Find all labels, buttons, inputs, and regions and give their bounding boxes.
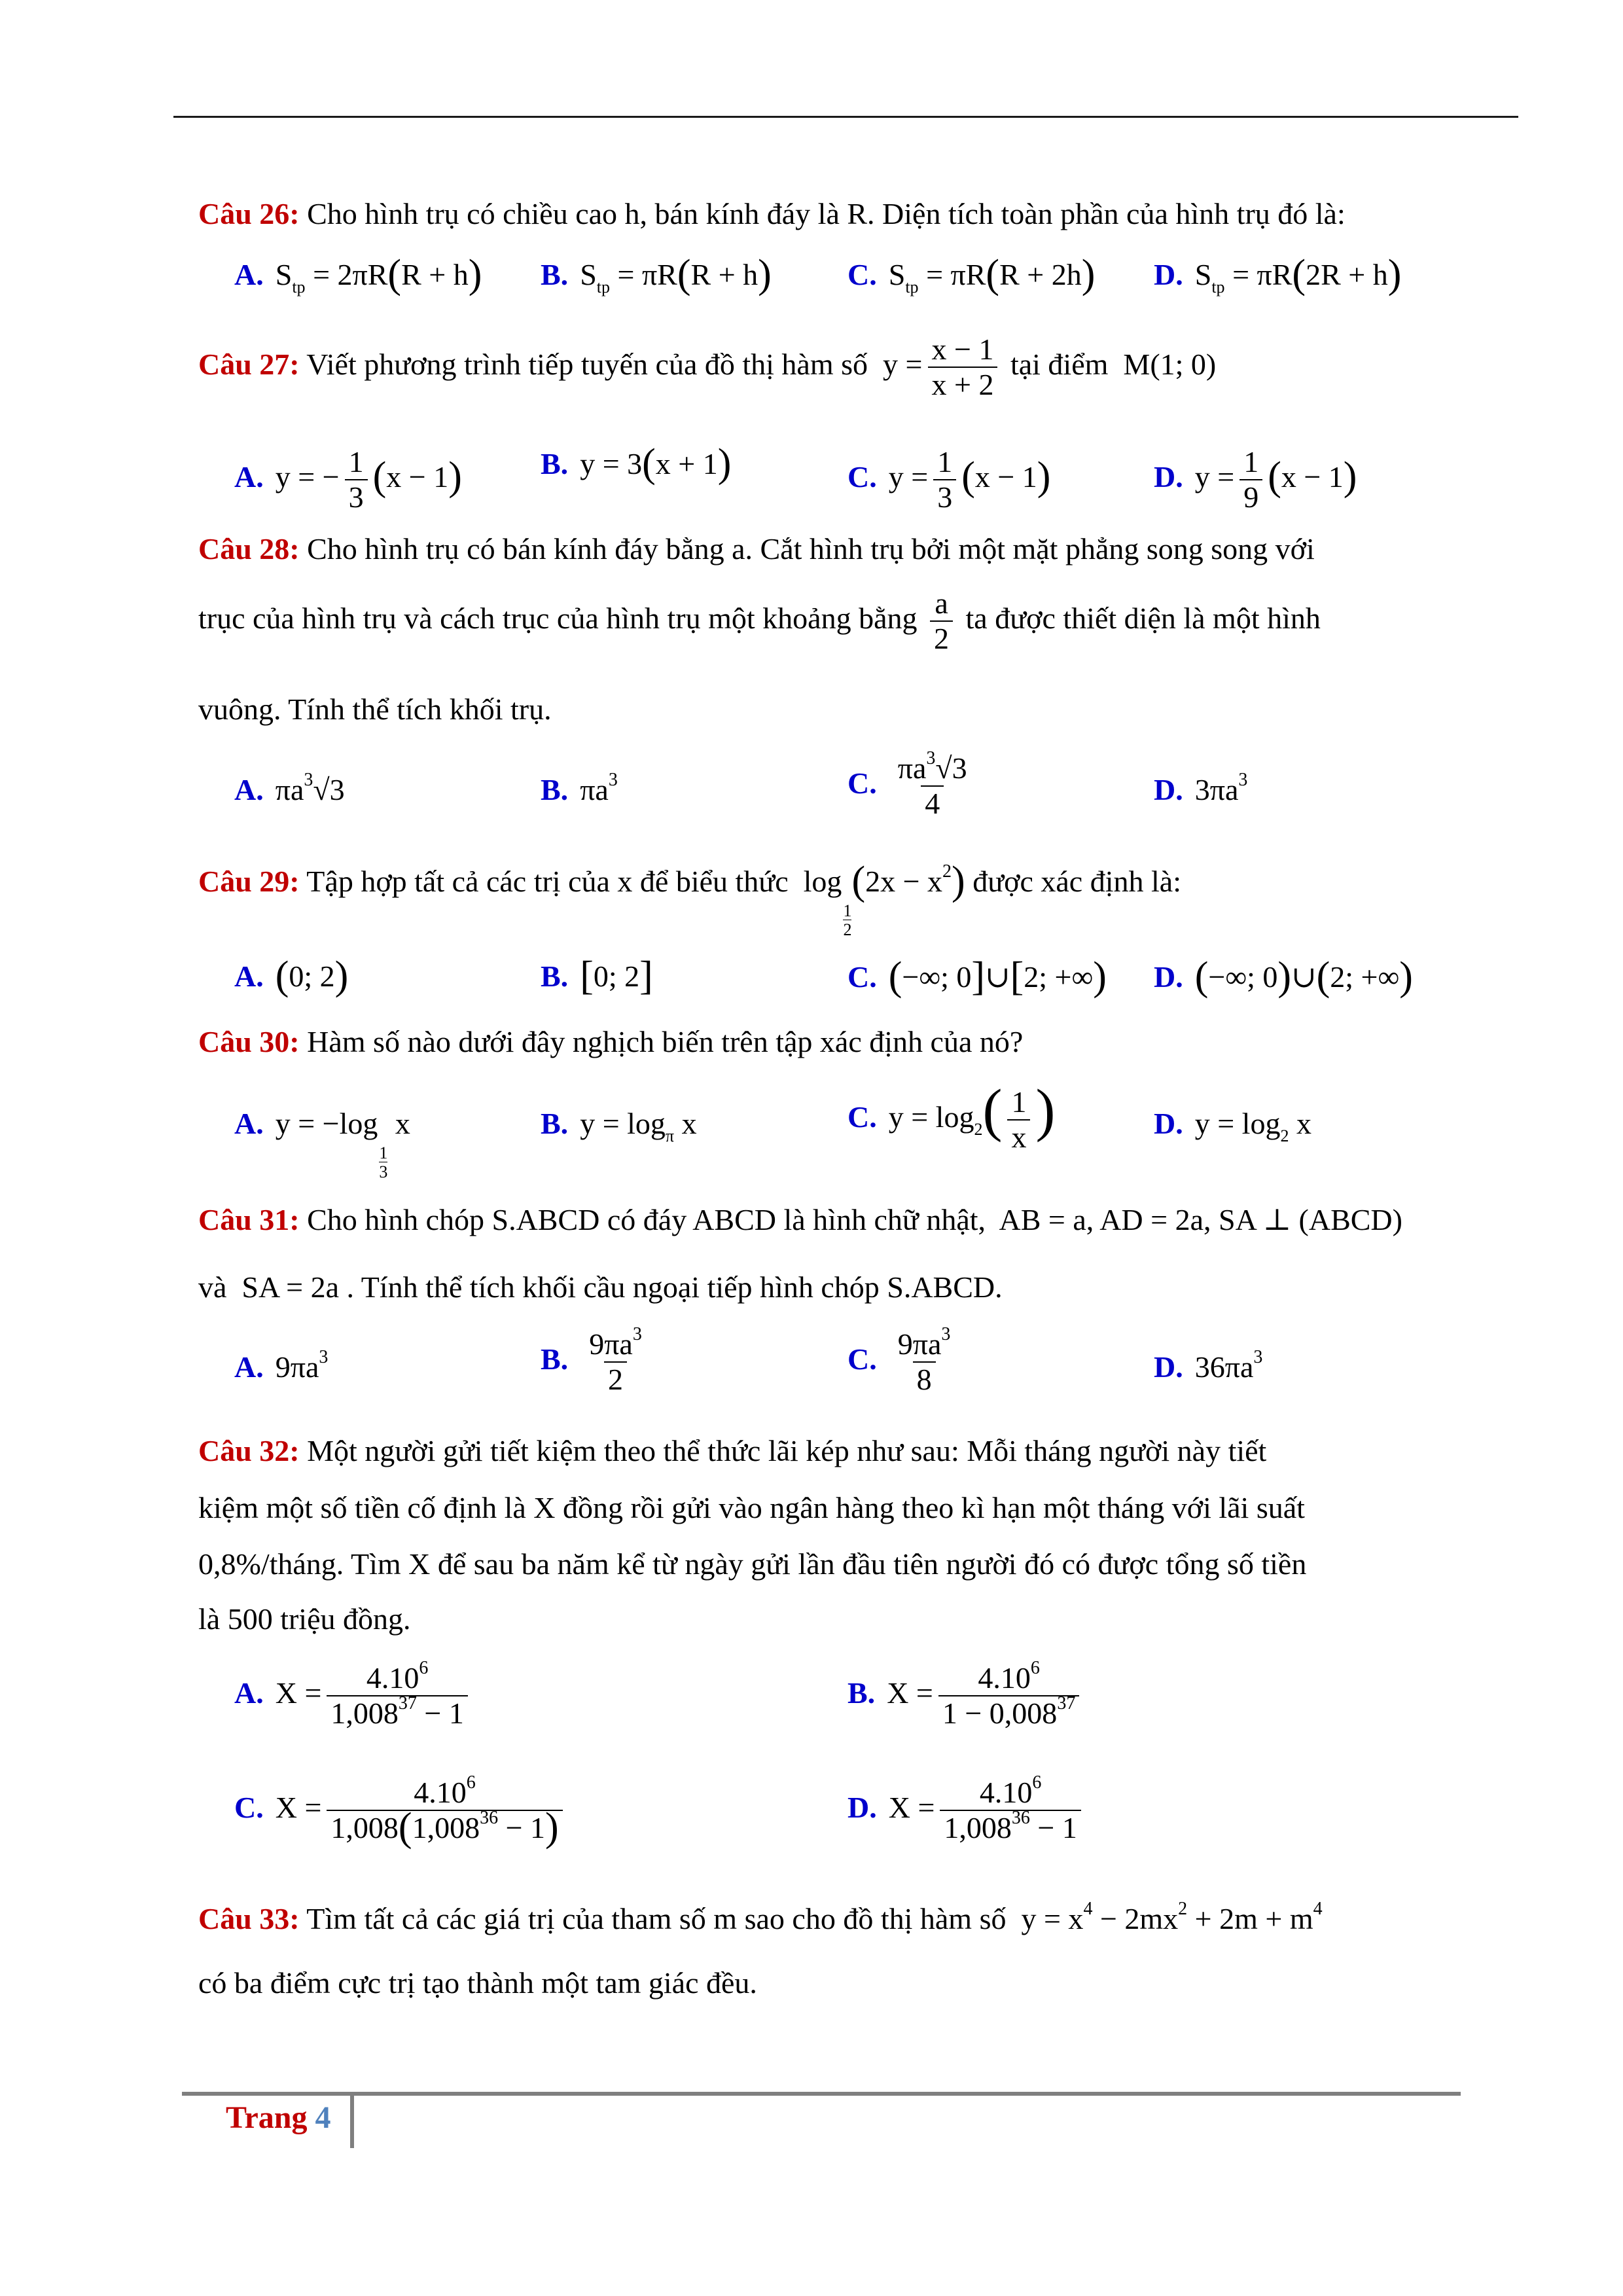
question-text: Viết phương trình tiếp tuyến của đồ thị hàm số	[306, 347, 868, 381]
q28-option-b[interactable]: B. $\pi a^3$	[541, 770, 618, 806]
question-30	[198, 1024, 1023, 1059]
option-label: A.	[234, 1350, 264, 1384]
option-label: B.	[541, 258, 569, 291]
question-line-1: Một người gửi tiết kiệm theo thể thức lãi kép như sau: Mỗi tháng người này tiết	[307, 1434, 1267, 1467]
question-32-line-3	[198, 1547, 1306, 1581]
q30-option-b[interactable]: B. $y = \log_\pi x$	[541, 1107, 697, 1145]
q28-option-a[interactable]: A. $\pi a^3√3$	[234, 770, 345, 806]
distance-fraction: $\frac{a}{2}$	[930, 588, 953, 655]
option-label: A.	[234, 258, 264, 291]
option-label: C.	[234, 1790, 264, 1824]
q29-option-c[interactable]: C. (−∞; 0]∪[2; +∞)	[847, 954, 1107, 999]
q29-option-d[interactable]: D. (−∞; 0)∪(2; +∞)	[1154, 954, 1413, 999]
question-number: Câu 31:	[198, 1203, 300, 1236]
q32-option-b[interactable]: B. X = $\frac{4.10^6}{1 - 0,008^{37}}$	[847, 1662, 1084, 1730]
q30-option-d[interactable]: D. $y = \log_2 x$	[1154, 1107, 1311, 1145]
q26-option-b[interactable]: B. $S_{tp} = \pi R(R + h)$	[541, 252, 772, 296]
question-number: Câu 27:	[198, 347, 300, 381]
question-33-line-2	[198, 1965, 757, 2000]
page-number: 4	[315, 2100, 331, 2135]
option-label: B.	[847, 1676, 876, 1710]
question-text: Tập hợp tất cả các trị của x để biểu thức	[306, 865, 789, 898]
option-label: A.	[234, 773, 264, 806]
option-label: B.	[541, 447, 569, 480]
question-27: Câu 27: Viết phương trình tiếp tuyến của đồ thị hàm số y = $\frac{x - 1}{x + 2}$ tại điểm M(1; 0)	[198, 332, 1217, 402]
question-line-2: kiệm một số tiền cố định là X đồng rồi gửi vào ngân hàng theo kì hạn một tháng với lãi suất	[198, 1491, 1305, 1524]
option-label: D.	[1154, 1350, 1183, 1384]
question-line-3: vuông. Tính thể tích khối trụ.	[198, 692, 552, 726]
question-number: Câu 26:	[198, 197, 300, 230]
question-32	[198, 1433, 1266, 1468]
header-rule	[173, 116, 1518, 118]
option-label: D.	[1154, 773, 1183, 806]
option-label: A.	[234, 1107, 264, 1140]
q29-option-b[interactable]: B. [0; 2]	[541, 954, 653, 998]
option-label: C.	[847, 1100, 877, 1134]
question-26	[198, 196, 1346, 231]
q31-option-a[interactable]: A. $9\pi a^3$	[234, 1347, 329, 1384]
question-line-2b: . Tính thể tích khối cầu ngoại tiếp hình chóp S.ABCD.	[346, 1270, 1003, 1304]
option-label: C.	[847, 766, 877, 800]
q30-option-c[interactable]: C. $y = \log_2$( $\frac{1}{x}$ )	[847, 1077, 1056, 1155]
option-label: C.	[847, 459, 877, 493]
q32-option-d[interactable]: D. X = $\frac{4.10^6}{1,008^{36} - 1}$	[847, 1777, 1086, 1844]
option-label: D.	[1154, 960, 1183, 994]
q26-option-d[interactable]: D. $S_{tp} = \pi R(2R + h)$	[1154, 252, 1402, 296]
q27-option-a[interactable]: A. y = − $\frac{1}{3}$ (x − 1)	[234, 445, 462, 514]
option-label: D.	[847, 1790, 877, 1824]
question-number: Câu 32:	[198, 1434, 300, 1467]
question-text: Tìm tất cả các giá trị của tham số m sao cho đồ thị hàm số	[306, 1902, 1007, 1935]
q27-option-d[interactable]: D. y = $\frac{1}{9}$ (x − 1)	[1154, 445, 1357, 514]
question-32-line-2	[198, 1490, 1305, 1525]
question-number: Câu 33:	[198, 1902, 300, 1935]
option-label: B.	[541, 773, 569, 806]
question-31	[198, 1202, 1402, 1237]
question-sa: SA = 2a	[241, 1270, 340, 1304]
question-28-line-3	[198, 692, 552, 726]
option-label: A.	[234, 960, 264, 993]
question-line-2a: trục của hình trụ và cách trục của hình trụ một khoảng bằng	[198, 601, 918, 635]
question-line-3: 0,8%/tháng. Tìm X để sau ba năm kể từ ngày gửi lần đầu tiên người đó có được tổng số tiền	[198, 1547, 1307, 1581]
q28-option-d[interactable]: D. $3\pi a^3$	[1154, 770, 1248, 806]
option-label: B.	[541, 1107, 569, 1140]
footer-divider	[350, 2096, 354, 2148]
q28-option-c[interactable]: C. $\frac{\pi a^3√3}{4}$	[847, 748, 967, 821]
page-footer	[226, 2100, 330, 2136]
question-33: Câu 33: Tìm tất cả các giá trị của tham số m sao cho đồ thị hàm số $y = x^4 - 2mx^2 + 2m + m^4$	[198, 1899, 1323, 1935]
q32-option-c[interactable]: C. X = $\frac{4.10^6}{1,008(1,008^{36} - 1)}$	[234, 1777, 568, 1844]
question-line-1: Cho hình trụ có bán kính đáy bằng a. Cắt hình trụ bởi một mặt phẳng song song với	[307, 532, 1315, 565]
option-label: C.	[847, 258, 877, 291]
question-28	[198, 531, 1315, 566]
option-label: D.	[1154, 459, 1183, 493]
q32-option-a[interactable]: A. X = $\frac{4.10^6}{1,008^{37} - 1}$	[234, 1662, 473, 1730]
point-m: M(1; 0)	[1123, 347, 1217, 381]
question-number: Câu 30:	[198, 1025, 300, 1058]
option-label: C.	[847, 1342, 877, 1376]
q30-option-a[interactable]: A. y = −log $\frac{1}{3}$ x	[234, 1107, 410, 1181]
question-line-2: có ba điểm cực trị tạo thành một tam giác đều.	[198, 1966, 757, 2000]
question-text: Hàm số nào dưới đây nghịch biến trên tập xác định của nó?	[307, 1025, 1024, 1058]
option-label: D.	[1154, 258, 1183, 291]
option-label: A.	[234, 1676, 264, 1710]
question-line-4: là 500 triệu đồng.	[198, 1602, 411, 1636]
question-31-line-2	[198, 1270, 1003, 1304]
question-number: Câu 28:	[198, 532, 300, 565]
q31-option-d[interactable]: D. $36\pi a^3$	[1154, 1347, 1263, 1384]
page-label: Trang	[226, 2100, 308, 2135]
question-condition: AB = a, AD = 2a, SA ⊥ (ABCD)	[999, 1203, 1402, 1236]
question-29: Câu 29: Tập hợp tất cả các trị của x để biểu thức log $\frac{1}{2}$ $(2x - x^2)$ được xác định là:	[198, 859, 1181, 939]
q27-option-c[interactable]: C. y = $\frac{1}{3}$ (x − 1)	[847, 445, 1051, 514]
question-text: Cho hình trụ có chiều cao h, bán kính đáy là R. Diện tích toàn phần của hình trụ đó là:	[307, 197, 1346, 230]
q26-option-a[interactable]: A. $S_{tp} = 2\pi R(R + h)$	[234, 252, 482, 296]
q27-option-b[interactable]: B. y = 3(x + 1)	[541, 441, 732, 486]
question-text-2: được xác định là:	[972, 865, 1181, 898]
option-label: A.	[234, 459, 264, 493]
q31-option-c[interactable]: C. $\frac{9\pi a^3}{8}$	[847, 1324, 951, 1397]
footer-rule	[182, 2092, 1461, 2096]
q29-option-a[interactable]: A. (0; 2)	[234, 954, 349, 998]
option-label: D.	[1154, 1107, 1183, 1140]
question-number: Câu 29:	[198, 865, 300, 898]
option-label: B.	[541, 960, 569, 993]
question-32-line-4	[198, 1602, 411, 1636]
question-text-2: tại điểm	[1010, 347, 1109, 381]
question-line-2a: và	[198, 1270, 227, 1304]
question-line-2b: ta được thiết diện là một hình	[965, 601, 1321, 635]
option-label: B.	[541, 1342, 569, 1376]
function-fraction: $\frac{x - 1}{x + 2}$	[928, 334, 998, 401]
question-28-line-2	[198, 588, 1321, 655]
q26-option-c[interactable]: C. $S_{tp} = \pi R(R + 2h)$	[847, 252, 1096, 296]
option-label: C.	[847, 960, 877, 994]
q31-option-b[interactable]: B. $\frac{9\pi a^3}{2}$	[541, 1324, 642, 1397]
question-line-1: Cho hình chóp S.ABCD có đáy ABCD là hình chữ nhật,	[307, 1203, 986, 1236]
